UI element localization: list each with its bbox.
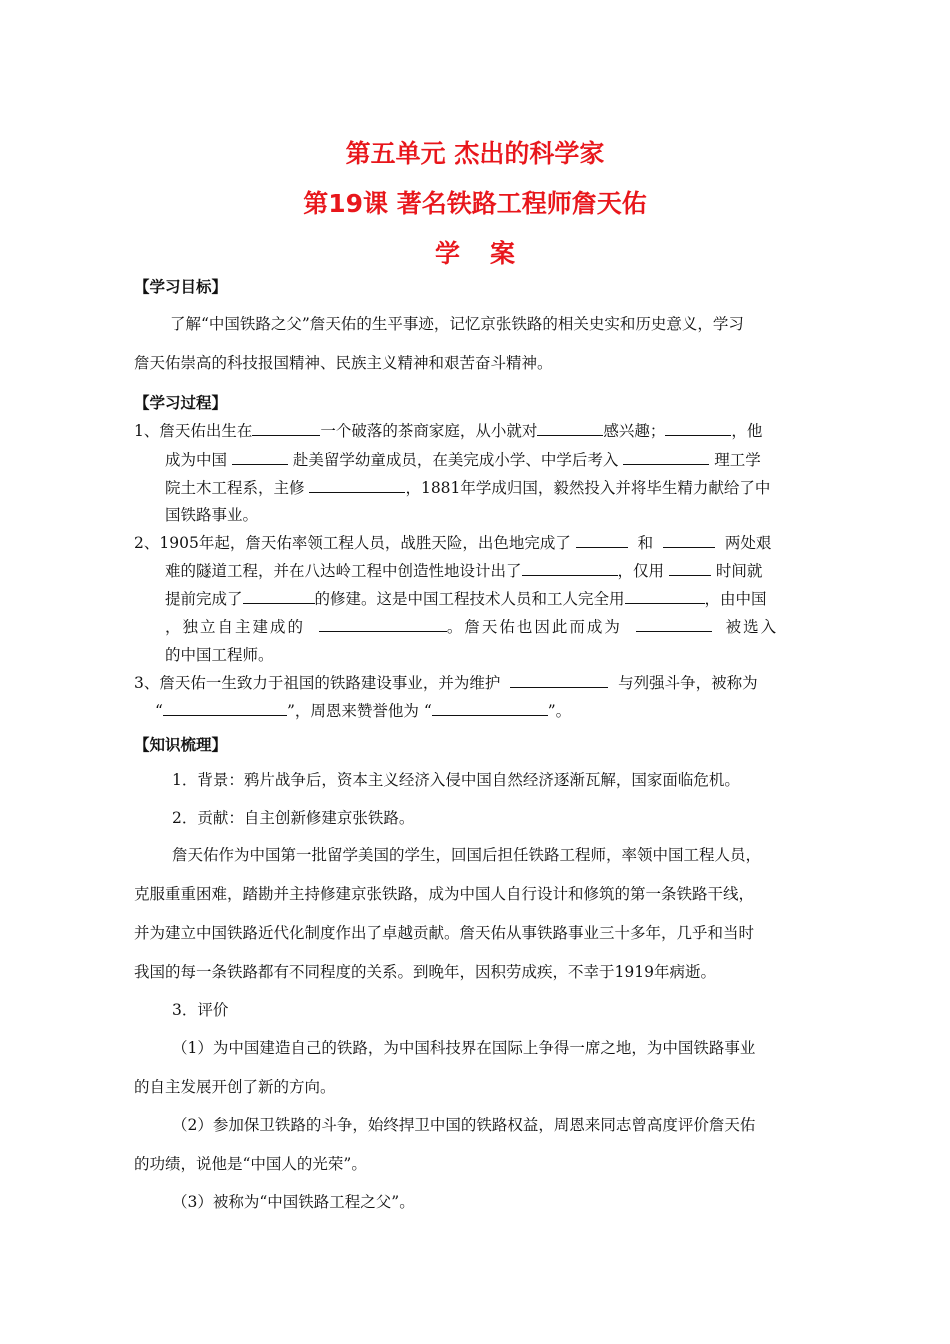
knowledge-para-line-2: 克服重重困难，踏勘并主持修建京张铁路，成为中国人自行设计和修筑的第一条铁路干线， <box>134 885 755 903</box>
q1-blank-university[interactable] <box>623 450 709 465</box>
knowledge-contribution: 2．贡献：自主创新修建京张铁路。 <box>172 809 415 827</box>
q3-line-1: 3、詹天佑一生致力于祖国的铁路建设事业，并为维护 与列强斗争，被称为 <box>134 674 758 692</box>
q2-line-3: 提前完成了 的修建。这是中国工程技术人员和工人完全用 ，由中国 <box>165 590 767 608</box>
q3-blank-title[interactable] <box>163 701 287 716</box>
q1-blank-birthplace[interactable] <box>252 421 320 436</box>
q2-blank-tunnel-2[interactable] <box>663 533 715 548</box>
knowledge-para-line-1: 詹天佑作为中国第一批留学美国的学生，回国后担任铁路工程师，率领中国工程人员， <box>172 846 762 864</box>
q2-blank-railway[interactable] <box>243 589 315 604</box>
q2-blank-first-railway[interactable] <box>319 617 447 632</box>
q1-line-1: 1、詹天佑出生在 一个破落的茶商家庭，从小就对 感兴趣； ，他 <box>134 422 763 440</box>
unit-title: 第五单元 杰出的科学家 <box>345 139 605 168</box>
q1-line-2: 成为中国 赴美留学幼童成员，在美完成小学、中学后考入 理工学 <box>165 451 761 469</box>
process-heading: 【学习过程】 <box>134 394 228 412</box>
q2-blank-design[interactable] <box>522 561 618 576</box>
q2-line-1: 2、1905年起，詹天佑率领工程人员，战胜天险，出色地完成了 和 两处艰 <box>134 534 772 552</box>
q1-blank-year[interactable] <box>665 421 731 436</box>
plan-title: 学案 <box>434 239 545 268</box>
goals-line-1: 了解“中国铁路之父”詹天佑的生平事迹，记忆京张铁路的相关史实和历史意义，学习 <box>170 315 744 333</box>
q3-blank-praise[interactable] <box>432 701 548 716</box>
q1-number: 1、 <box>134 422 160 440</box>
q3-number: 3、 <box>134 674 160 692</box>
evaluation-3: （3）被称为“中国铁路工程之父”。 <box>172 1193 415 1211</box>
q2-blank-duration[interactable] <box>669 561 711 576</box>
q2-line-2: 难的隧道工程，并在八达岭工程中创造性地设计出了 ，仅用 时间就 <box>165 562 763 580</box>
q3-line-2: “ ”，周恩来赞誉他为 “ ”。 <box>155 702 572 720</box>
lesson-title: 第19课 著名铁路工程师詹天佑 <box>303 189 647 218</box>
q1-line-3: 院土木工程系，主修 ，1881年学成归国，毅然投入并将毕生精力献给了中 <box>165 479 771 497</box>
knowledge-background: 1．背景：鸦片战争后，资本主义经济入侵中国自然经济逐渐瓦解，国家面临危机。 <box>172 771 740 789</box>
q1-line-4: 国铁路事业。 <box>165 506 259 524</box>
q2-blank-funds[interactable] <box>625 589 705 604</box>
q2-blank-tunnel-1[interactable] <box>576 533 628 548</box>
evaluation-2-line-1: （2）参加保卫铁路的斗争，始终捍卫中国的铁路权益，周恩来同志曾高度评价詹天佑 <box>172 1116 756 1134</box>
q2-line-5: 的中国工程师。 <box>165 646 274 664</box>
knowledge-evaluation-heading: 3．评价 <box>172 1001 229 1019</box>
q2-number: 2、 <box>134 534 160 552</box>
evaluation-2-line-2: 的功绩，说他是“中国人的光荣”。 <box>134 1155 367 1173</box>
q3-blank-rights[interactable] <box>510 673 608 688</box>
knowledge-heading: 【知识梳理】 <box>134 736 228 754</box>
evaluation-1-line-2: 的自主发展开创了新的方向。 <box>134 1078 336 1096</box>
q1-blank-batch[interactable] <box>232 450 288 465</box>
knowledge-para-line-4: 我国的每一条铁路都有不同程度的关系。到晚年，因积劳成疾，不幸于1919年病逝。 <box>134 963 716 981</box>
knowledge-para-line-3: 并为建立中国铁路近代化制度作出了卓越贡献。詹天佑从事铁路事业三十多年，几乎和当时 <box>134 924 755 942</box>
q2-blank-status[interactable] <box>636 617 712 632</box>
q2-line-4: ，独立自主建成的 。詹天佑也因此而成为 被选入 <box>165 618 779 636</box>
evaluation-1-line-1: （1）为中国建造自己的铁路，为中国科技界在国际上争得一席之地，为中国铁路事业 <box>172 1039 756 1057</box>
goals-heading: 【学习目标】 <box>134 278 228 296</box>
q1-blank-major[interactable] <box>309 478 405 493</box>
goals-line-2: 詹天佑崇高的科技报国精神、民族主义精神和艰苦奋斗精神。 <box>134 354 553 372</box>
q1-blank-interest[interactable] <box>537 421 603 436</box>
